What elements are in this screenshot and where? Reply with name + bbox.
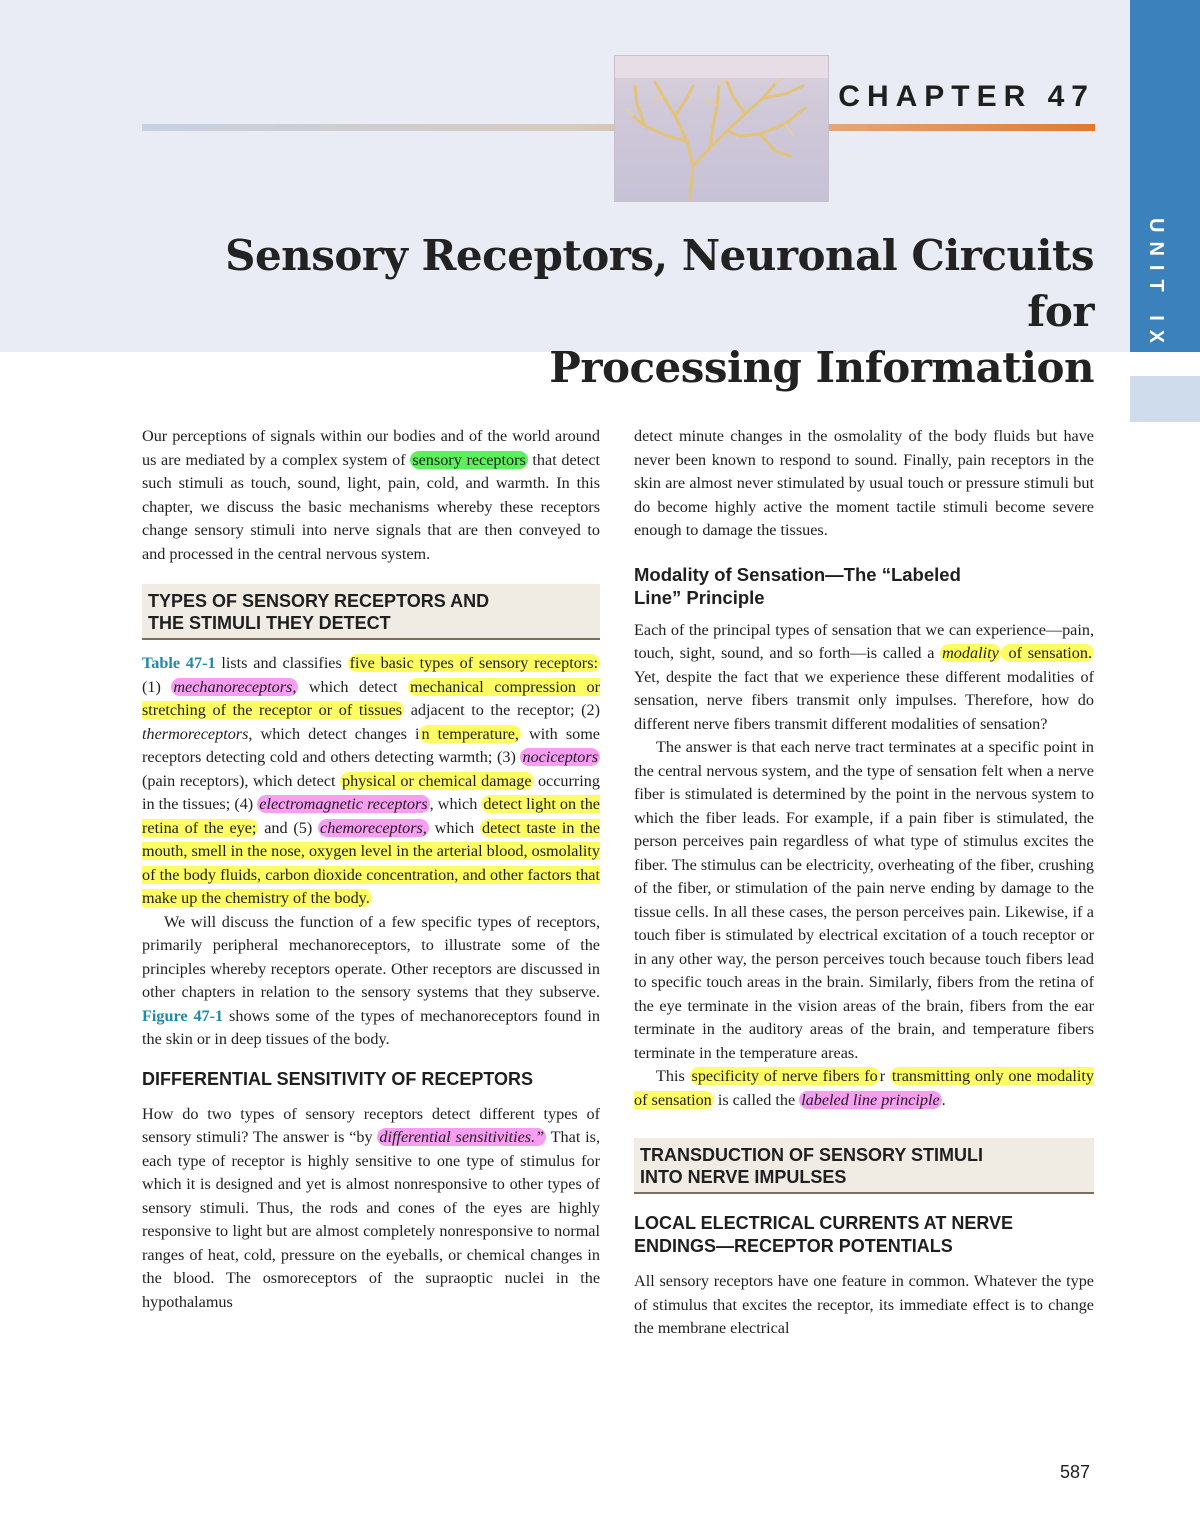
intro-paragraph xyxy=(142,425,600,566)
text-run: occurring in the tissues; (4) xyxy=(142,771,600,813)
text-run: which detect changes i xyxy=(252,724,420,743)
text-run: That is, each type of receptor is highly sensitive to one type of stimulus for which it is designed and yet is almost nonresponsive to other types of sensory stimuli. Thus, the rods and cones of the eyes are highly responsive to light but are almost completely nonresponsive to normal ranges of heat, cold, pressure on the eyeballs, or chemical changes in the blood. The osmoreceptors of the supraoptic nuclei in the hypothalamus xyxy=(142,1128,600,1311)
highlight-five-types: five basic types of sensory receptors: xyxy=(349,654,598,672)
text-run: is called the xyxy=(713,1090,800,1109)
section-heading-line-2: THE STIMULI THEY DETECT xyxy=(148,613,391,633)
highlight-mechanical-compression: mechanical compression or stretching of the receptor or of tissues xyxy=(142,677,600,719)
highlight-modality: modality xyxy=(942,644,999,662)
section-heading-differential: DIFFERENTIAL SENSITIVITY OF RECEPTORS xyxy=(142,1068,534,1089)
unit-tab-marker xyxy=(1130,376,1200,422)
text-run: which detect xyxy=(298,677,409,696)
section-heading-transduction xyxy=(634,1138,1094,1194)
highlight-specificity: specificity of nerve fibers fo xyxy=(691,1067,878,1085)
text-run: adjacent to the receptor; (2) xyxy=(404,701,600,719)
neuron-illustration xyxy=(614,55,829,202)
highlight-of-sensation: of sensation. xyxy=(1002,644,1092,662)
section-heading-modality xyxy=(634,563,1094,609)
highlight-detect-taste: detect taste in the mouth, smell in the nose, oxygen level in the arterial blood, osmolality of the body fluids, carbon dioxide concentration, and other factors that make up the chemistry of the body. xyxy=(142,818,600,907)
section-heading-line-1: TYPES OF SENSORY RECEPTORS AND xyxy=(148,591,490,611)
answer-paragraph: The answer is that each nerve tract terminates at a specific point in the central nervous system, and the type of sensation felt when a nerve fiber is stimulated is determined by the point in the nervous system to which the fiber leads. For example, if a pain fiber is stimulated, the person perceives pain regardless of what type of stimulus excites the fiber. The stimulus can be electricity, overheating of the fiber, crushing of the fiber, or stimulation of the pain nerve ending by damage to the tissue cells. In all these cases, the person perceives pain. Likewise, if a touch fiber is stimulated by electrical excitation of a touch receptor or in any other way, the person perceives touch because touch fibers lead to specific touch areas in the brain. Similarly, fibers from the retina of the eye terminate in the vision areas of the brain, fibers from the ear terminate in the auditory areas of the brain, and temperature fibers terminate in the temperature areas. xyxy=(634,738,1094,1062)
local-currents-heading-line-1: LOCAL ELECTRICAL CURRENTS AT NERVE xyxy=(634,1213,1014,1233)
text-run: . xyxy=(941,1090,946,1109)
highlight-chemoreceptors: chemoreceptors, xyxy=(320,818,427,837)
text-run: which xyxy=(428,818,480,837)
continued-paragraph: detect minute changes in the osmolality of the body fluids but have never been known to respond to sound. Finally, pain receptors in the skin are almost never stimulated by usual touch or pressure stimuli but do become highly active the moment tactile stimuli become severe enough to damage the tissues. xyxy=(634,427,1094,539)
highlight-transmitting-one-modality: transmitting only one modality of sensation xyxy=(634,1067,1095,1109)
highlight-physical-damage: physical or chemical damage xyxy=(342,771,532,790)
transduction-heading-line-1: TRANSDUCTION OF SENSORY STIMULI xyxy=(640,1145,984,1165)
chapter-title-line-1: Sensory Receptors, Neuronal Circuits for xyxy=(225,231,1094,336)
highlight-temperature: n temperature, xyxy=(421,724,519,743)
modality-paragraph xyxy=(634,619,1094,737)
discuss-paragraph xyxy=(142,911,600,1052)
text-run: r xyxy=(879,1067,890,1085)
text-run: with some receptors detecting cold and others detecting warmth; (3) xyxy=(142,724,600,766)
intro-text: Our perceptions of signals within our bodies and of the world around us are mediated by a complex system of xyxy=(142,427,600,469)
right-column xyxy=(634,425,1094,1341)
text-run: Each of the principal types of sensation that we can experience—pain, touch, sight, sound, and so forth—is called a xyxy=(634,620,1094,662)
text-run: and (5) xyxy=(258,818,319,837)
text-run: (pain receptors), which detect xyxy=(142,771,340,790)
unit-tab-label: UNIT IX xyxy=(1145,218,1167,353)
term-thermoreceptors: thermoreceptors, xyxy=(142,724,253,743)
highlight-nociceptors: nociceptors xyxy=(522,748,598,766)
chapter-number-label: CHAPTER 47 xyxy=(838,80,1095,113)
text-run: shows some of the types of mechanoreceptors found in the skin or in deep tissues of the body. xyxy=(142,1006,600,1048)
text-run: Yet, despite the fact that we experience these different modalities of sensation, nerve fibers transmit only impulses. Therefore, how do different nerve fibers transmit different modalities of sensation? xyxy=(634,667,1094,733)
receptor-potential-paragraph: All sensory receptors have one feature in common. Whatever the type of stimulus that excites the receptor, its immediate effect is to change the membrane electrical xyxy=(634,1272,1094,1337)
table-reference-link[interactable]: Table 47-1 xyxy=(142,654,216,672)
text-run: , which xyxy=(429,795,482,813)
modality-heading-line-2: Line” Principle xyxy=(634,586,765,608)
highlight-differential-sensitivities: differential sensitivities.” xyxy=(379,1128,545,1146)
text-run: We will discuss the function of a few specific types of receptors, primarily peripheral mechanoreceptors, to illustrate some of the principles whereby receptors operate. Other receptors are discussed in other chapters in relation to the sensory systems that they subserve. xyxy=(142,912,600,1001)
chapter-title xyxy=(194,228,1094,396)
figure-reference-link[interactable]: Figure 47-1 xyxy=(142,1006,224,1025)
chapter-title-line-2: Processing Information xyxy=(549,343,1094,392)
section-heading-local-currents xyxy=(634,1212,1094,1258)
differential-paragraph xyxy=(142,1103,600,1315)
local-currents-heading-line-2: ENDINGS—RECEPTOR POTENTIALS xyxy=(634,1236,953,1256)
text-run: (1) xyxy=(142,677,172,696)
types-paragraph xyxy=(142,652,600,911)
modality-heading-line-1: Modality of Sensation—The “Labeled xyxy=(634,563,961,585)
transduction-heading-line-2: INTO NERVE IMPULSES xyxy=(640,1167,847,1187)
section-heading-types xyxy=(142,584,600,640)
highlight-labeled-line-principle: labeled line principle xyxy=(801,1090,940,1109)
page-number: 587 xyxy=(1060,1462,1091,1482)
text-run: lists and classifies xyxy=(215,654,348,672)
intro-text-continued: that detect such stimuli as touch, sound, light, pain, cold, and warmth. In this chapter, we discuss the basic mechanisms whereby these receptors change sensory stimuli into nerve signals that are then conveyed to and processed in the central nervous system. xyxy=(142,450,601,563)
left-column xyxy=(142,425,600,1314)
labeled-line-paragraph xyxy=(634,1065,1094,1112)
highlight-detect-light: detect light on the retina of the eye; xyxy=(142,795,600,837)
highlight-sensory-receptors: sensory receptors xyxy=(412,450,526,469)
text-run: How do two types of sensory receptors detect different types of sensory stimuli? The answer is “by xyxy=(142,1104,600,1146)
highlight-electromagnetic-receptors: electromagnetic receptors xyxy=(259,795,428,813)
highlight-mechanoreceptors: mechanoreceptors, xyxy=(173,677,297,696)
text-run: This xyxy=(656,1067,690,1085)
